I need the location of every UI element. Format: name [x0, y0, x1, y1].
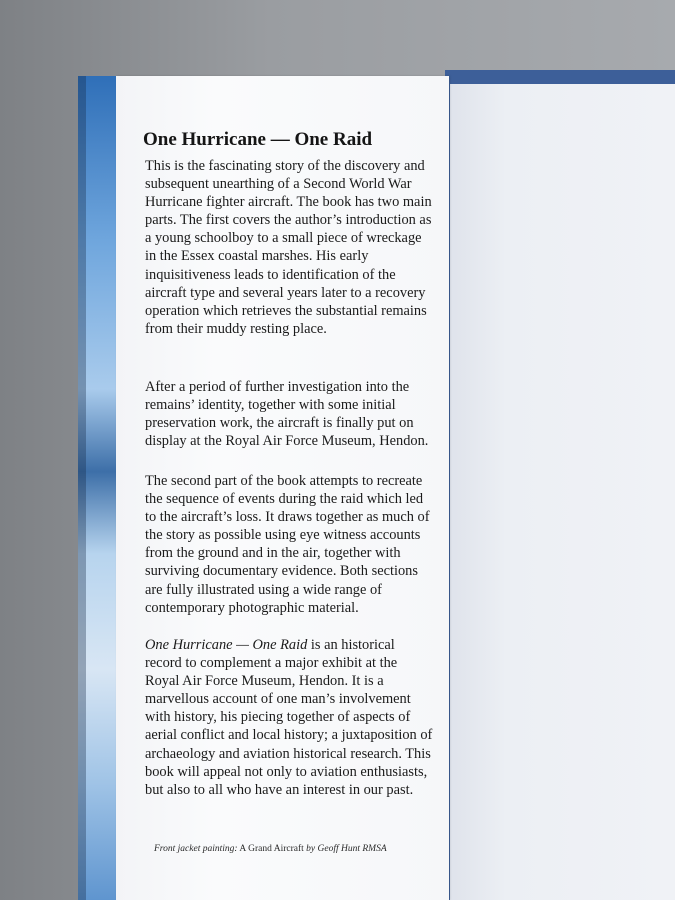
- paragraph-4-book-title: One Hurricane — One Raid: [145, 637, 308, 653]
- endpaper-page: [450, 84, 675, 900]
- jacket-credit: [154, 844, 387, 854]
- credit-lead: Front jacket painting:: [154, 844, 238, 854]
- paragraph-1: This is the fascinating story of the discovery and subsequent unearthing of a Second World War Hurricane fighter aircraft. The book has two main parts. The first covers the author’s introduction as a young schoolboy to a small piece of wreckage in the Essex coastal marshes. His early inquisitiveness leads to identification of the aircraft type and several years later to a recovery operation which retrieves the substantial remains from their muddy resting place.: [145, 158, 432, 337]
- paragraph-4-text: is an historical record to complement a major exhibit at the Royal Air Force Museum, Hendon. It is a marvellous account of one man’s involvement with history, his piecing together of aspects of aerial conflict and local history; a juxtaposition of archaeology and aviation historical research. This book will appeal not only to aviation enthusiasts, but also to all who have an interest in our past.: [145, 637, 433, 798]
- flap-title: One Hurricane — One Raid: [143, 129, 373, 150]
- paragraph-3: The second part of the book attempts to recreate the sequence of events during the raid which led to the aircraft’s loss. It draws together as much of the story as possible using eye witness accounts from the ground and in the air, together with surviving documentary evidence. Both sections are fully illustrated using a wide range of contemporary photographic material.: [145, 473, 430, 616]
- paragraph-4: [145, 636, 435, 799]
- paragraph-2: After a period of further investigation into the remains’ identity, together with some initial preservation work, the aircraft is finally put on display at the Royal Air Force Museum, Hendon.: [145, 379, 429, 450]
- credit-work: A Grand Aircraft: [237, 844, 307, 854]
- credit-artist: by Geoff Hunt RMSA: [306, 844, 387, 854]
